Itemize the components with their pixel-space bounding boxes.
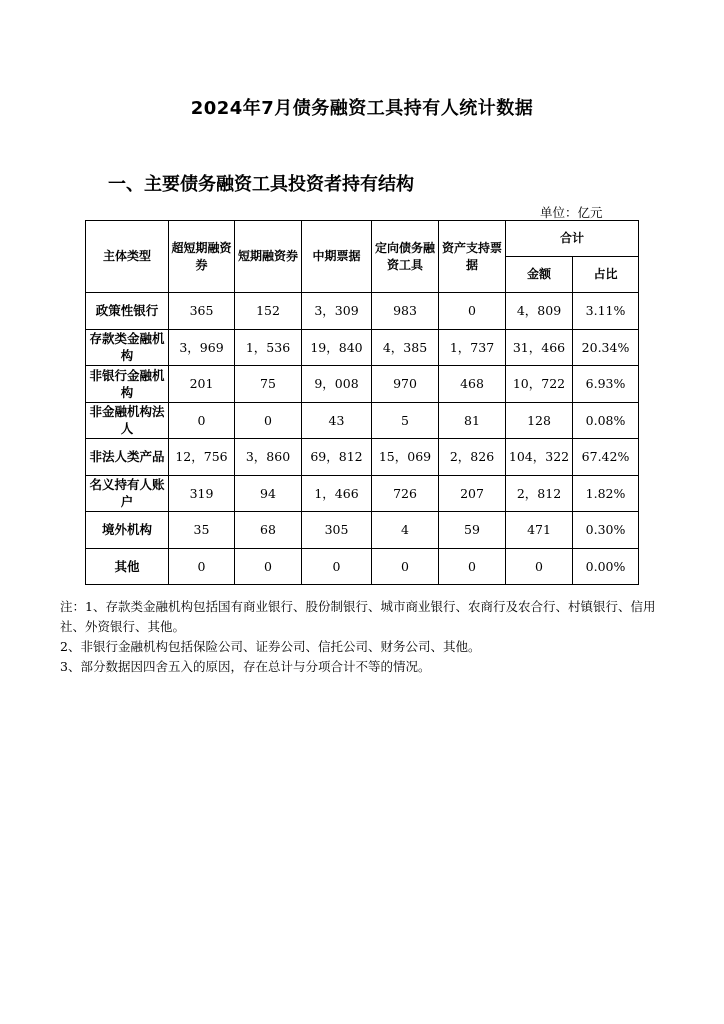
cell-short: 0 xyxy=(235,402,302,439)
table-row xyxy=(86,548,639,585)
row-label: 名义持有人账户 xyxy=(86,475,169,512)
cell-directed: 4，385 xyxy=(372,329,439,366)
cell-abn: 0 xyxy=(439,548,506,585)
header-total-group: 合计 xyxy=(506,221,639,257)
cell-abn: 81 xyxy=(439,402,506,439)
row-label: 非金融机构法人 xyxy=(86,402,169,439)
table-row xyxy=(86,475,639,512)
cell-directed: 5 xyxy=(372,402,439,439)
footnote-1: 注：1、存款类金融机构包括国有商业银行、股份制银行、城市商业银行、农商行及农合行、村镇银行、信用社、外资银行、其他。 xyxy=(60,599,656,634)
table-row xyxy=(86,512,639,549)
cell-abn: 0 xyxy=(439,293,506,330)
cell-mtn: 305 xyxy=(302,512,372,549)
cell-share: 0.30% xyxy=(573,512,639,549)
cell-mtn: 9，008 xyxy=(302,366,372,403)
header-abn: 资产支持票据 xyxy=(439,221,506,293)
footnotes xyxy=(60,597,664,677)
cell-short: 75 xyxy=(235,366,302,403)
header-amount: 金额 xyxy=(506,257,573,293)
table-row xyxy=(86,366,639,403)
cell-mtn: 1，466 xyxy=(302,475,372,512)
cell-short: 94 xyxy=(235,475,302,512)
holdings-table xyxy=(85,220,639,585)
row-label: 其他 xyxy=(86,548,169,585)
cell-abn: 1，737 xyxy=(439,329,506,366)
cell-super-short: 12，756 xyxy=(169,439,235,476)
document-title: 2024年7月债务融资工具持有人统计数据 xyxy=(190,98,534,119)
row-label: 存款类金融机构 xyxy=(86,329,169,366)
cell-super-short: 0 xyxy=(169,402,235,439)
cell-amount: 10，722 xyxy=(506,366,573,403)
cell-mtn: 19，840 xyxy=(302,329,372,366)
cell-directed: 15，069 xyxy=(372,439,439,476)
cell-super-short: 3，969 xyxy=(169,329,235,366)
cell-share: 3.11% xyxy=(573,293,639,330)
cell-mtn: 3，309 xyxy=(302,293,372,330)
cell-share: 67.42% xyxy=(573,439,639,476)
cell-short: 1，536 xyxy=(235,329,302,366)
cell-super-short: 35 xyxy=(169,512,235,549)
cell-directed: 983 xyxy=(372,293,439,330)
cell-mtn: 69，812 xyxy=(302,439,372,476)
cell-share: 0.00% xyxy=(573,548,639,585)
row-label: 境外机构 xyxy=(86,512,169,549)
cell-directed: 970 xyxy=(372,366,439,403)
cell-amount: 471 xyxy=(506,512,573,549)
footnote-3: 3、部分数据因四舍五入的原因，存在总计与分项合计不等的情况。 xyxy=(60,659,431,674)
table-row xyxy=(86,402,639,439)
table-row xyxy=(86,439,639,476)
cell-share: 6.93% xyxy=(573,366,639,403)
header-share: 占比 xyxy=(573,257,639,293)
header-entity-type: 主体类型 xyxy=(86,221,169,293)
cell-amount: 104，322 xyxy=(506,439,573,476)
row-label: 非法人类产品 xyxy=(86,439,169,476)
cell-mtn: 0 xyxy=(302,548,372,585)
cell-amount: 0 xyxy=(506,548,573,585)
cell-short: 152 xyxy=(235,293,302,330)
table-row xyxy=(86,293,639,330)
cell-short: 0 xyxy=(235,548,302,585)
cell-amount: 128 xyxy=(506,402,573,439)
unit-label: 单位：亿元 xyxy=(540,205,603,220)
cell-amount: 4，809 xyxy=(506,293,573,330)
cell-directed: 4 xyxy=(372,512,439,549)
cell-short: 68 xyxy=(235,512,302,549)
section-heading: 一、主要债务融资工具投资者持有结构 xyxy=(108,174,414,195)
cell-super-short: 201 xyxy=(169,366,235,403)
cell-amount: 31，466 xyxy=(506,329,573,366)
cell-share: 1.82% xyxy=(573,475,639,512)
cell-amount: 2，812 xyxy=(506,475,573,512)
table-row xyxy=(86,329,639,366)
cell-short: 3，860 xyxy=(235,439,302,476)
cell-super-short: 365 xyxy=(169,293,235,330)
header-super-short: 超短期融资券 xyxy=(169,221,235,293)
cell-abn: 59 xyxy=(439,512,506,549)
cell-super-short: 0 xyxy=(169,548,235,585)
cell-share: 0.08% xyxy=(573,402,639,439)
row-label: 非银行金融机构 xyxy=(86,366,169,403)
cell-directed: 726 xyxy=(372,475,439,512)
footnote-2: 2、非银行金融机构包括保险公司、证券公司、信托公司、财务公司、其他。 xyxy=(60,639,481,654)
table-body xyxy=(86,293,639,585)
header-short: 短期融资券 xyxy=(235,221,302,293)
cell-abn: 207 xyxy=(439,475,506,512)
row-label: 政策性银行 xyxy=(86,293,169,330)
cell-share: 20.34% xyxy=(573,329,639,366)
header-mtn: 中期票据 xyxy=(302,221,372,293)
cell-abn: 468 xyxy=(439,366,506,403)
header-directed: 定向债务融资工具 xyxy=(372,221,439,293)
cell-super-short: 319 xyxy=(169,475,235,512)
cell-abn: 2，826 xyxy=(439,439,506,476)
table-header-row xyxy=(86,221,639,257)
cell-mtn: 43 xyxy=(302,402,372,439)
cell-directed: 0 xyxy=(372,548,439,585)
